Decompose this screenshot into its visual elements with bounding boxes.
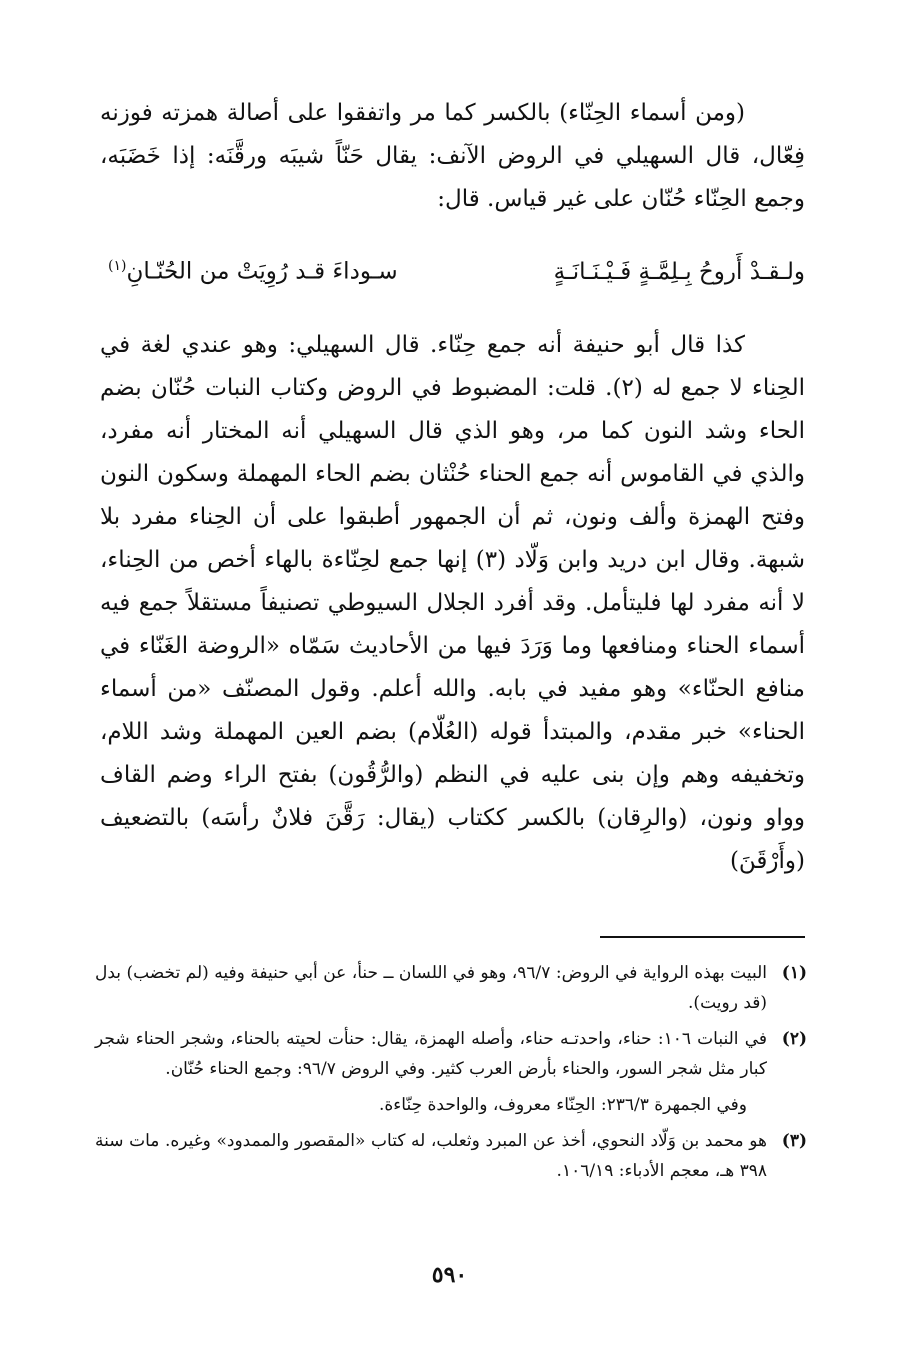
verse-hemistich-1 — [554, 251, 805, 294]
main-text — [100, 92, 805, 883]
footnotes — [95, 958, 807, 1192]
footnote-number: (٣) — [781, 1131, 807, 1151]
footnote-text: هو محمد بن وَلّاد النحوي، أخذ عن المبرد وثعلب، له كتاب «المقصور والممدود» وغيره. مات سنة ٣٩٨ هـ، معجم الأدباء: ١٠٦/١٩. — [95, 1131, 767, 1181]
poetry-verse — [100, 245, 805, 294]
footnote-2-continuation: وفي الجمهرة ٢٣٦/٣: الحِنّاء معروف، والواحدة حِنّاءة. — [378, 1095, 747, 1115]
page-number: ٥٩٠ — [431, 1262, 468, 1288]
verse-hemistich-2 — [100, 245, 398, 294]
footnote-number: (١) — [781, 963, 807, 983]
verse-hemistich-2-text: سـوداءَ قـد رُوِيَتْ من الحُنّـانِ — [126, 258, 398, 285]
paragraph-2: كذا قال أبو حنيفة أنه جمع حِنّاء. قال السهيلي: وهو عندي لغة في الحِناء لا جمع له (٢). قلت: المضبوط في الروض وكتاب النبات حُنّان بضم الحاء وشد النون كما مر، وهو الذي قال السهيلي أنه المختار أنه مفرد، والذي في القاموس أنه جمع الحناء حُنْثان بضم الحاء المهملة وسكون النون وفتح الهمزة وألف ونون، ثم أن الجمهور أطبقوا على أن الحِناء مفرد بلا شبهة. وقال ابن دريد وابن وَلّاد (٣) إنها جمع لحِنّاءة بالهاء أخص من الحِناء، لا أنه مفرد لها فليتأمل. وقد أفرد الجلال السيوطي تصنيفاً مستقلاً جمع فيه أسماء الحناء ومنافعها وما وَرَدَ فيها من الأحاديث سَمّاه «الروضة الغَنّاء في منافع الحنّاء» وهو مفيد في بابه. والله أعلم. وقول المصنّف «من أسماء الحناء» خبر مقدم، والمبتدأ قوله (العُلّام) بضم العين المهملة وشد اللام، وتخفيفه وهم وإن بنى عليه في النظم (والرُّقُون) بفتح الراء وضم القاف وواو ونون، (والرِقان) بالكسر ككتاب (يقال: رَقَّنَ فلانٌ رأسَه) بالتضعيف (وأَرْقَنَ) — [100, 331, 806, 874]
footnote-text: في النبات ١٠٦: حناء، واحدتـه حناء، وأصله الهمزة، يقال: حنأت لحيته بالحناء، وشجر الحناء شجر كبار مثل شجر السور، والحناء بأرض العرب كثير. وفي الروض ٩٦/٧: وجمع الحناء حُنّان. — [95, 1029, 767, 1079]
footnote-2 — [95, 1024, 807, 1084]
footnote-1 — [95, 958, 807, 1018]
footnote-marker-1: (١) — [108, 258, 127, 274]
verse-hemistich-1-text: ولـقـدْ أَروحُ بِـلِمَّـةٍ فَـيْـنَـانَـةٍ — [553, 258, 805, 285]
footnote-3 — [95, 1126, 807, 1186]
footnote-separator — [600, 936, 805, 938]
paragraph-1: (ومن أسماء الحِنّاء) بالكسر كما مر واتفقوا على أصالة همزته فوزنه فِعّال، قال السهيلي في الروض الآنف: يقال حَنّاً شيبَه ورقَّنَه: إذا خَضَبَه، وجمع الحِنّاء حُنّان على غير قياس. قال: — [100, 100, 805, 212]
footnote-number: (٢) — [781, 1029, 807, 1049]
footnote-text: البيت بهذه الرواية في الروض: ٩٦/٧، وهو في اللسان ــ حنأ، عن أبي حنيفة وفيه (لم تخضب) بدل (قد رويت). — [95, 963, 767, 1013]
